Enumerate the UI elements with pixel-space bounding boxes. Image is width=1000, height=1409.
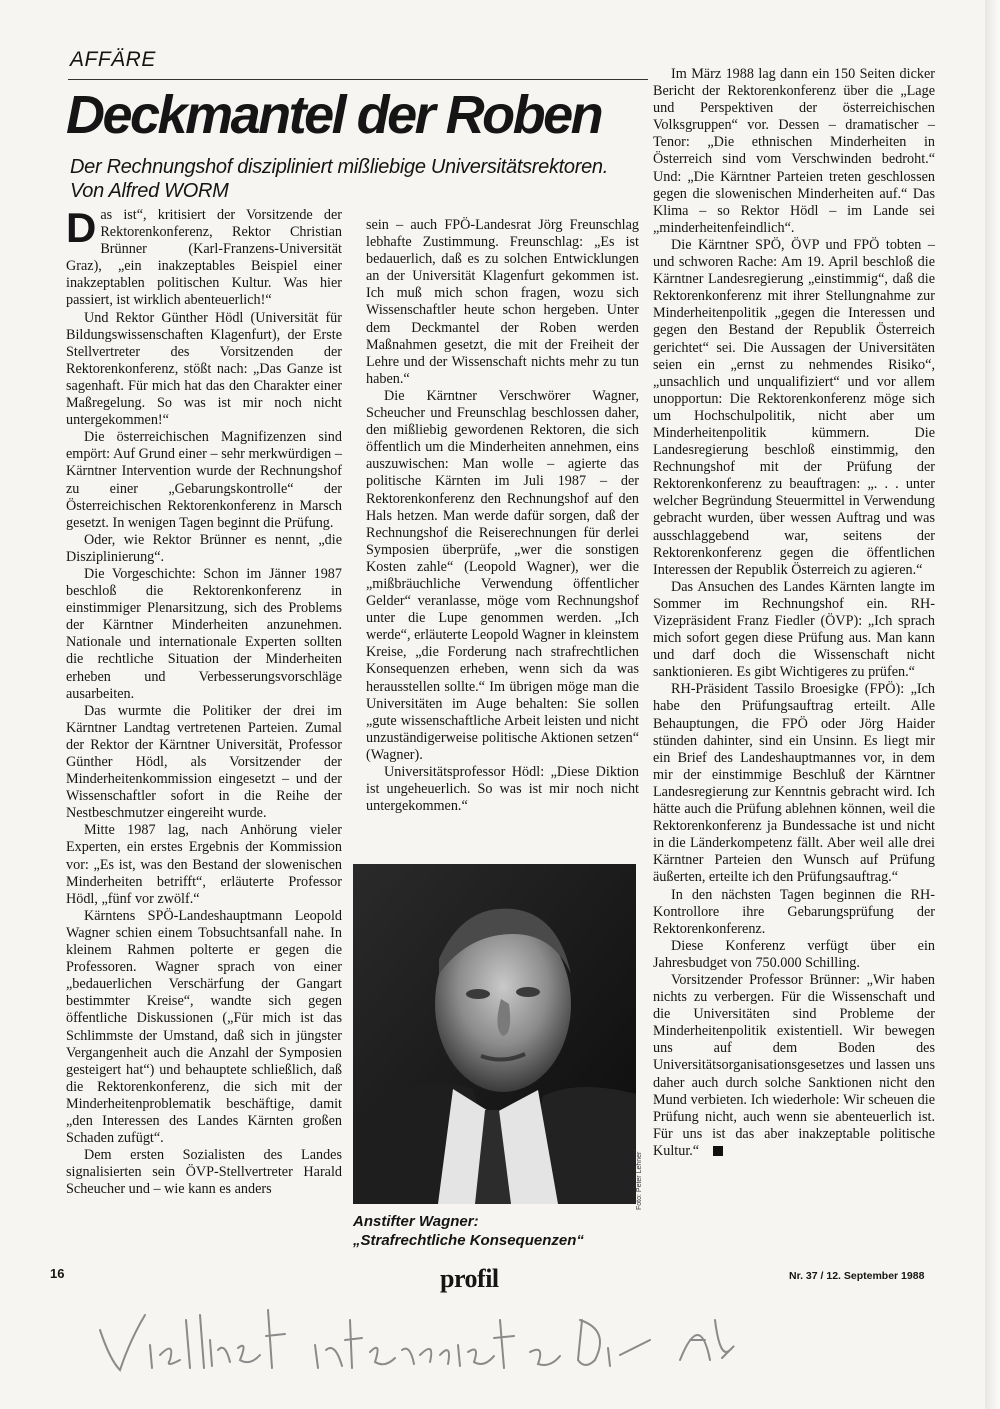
subheadline — [70, 155, 650, 203]
paragraph-text: as ist“, kritisiert der Vorsitzende der Rektorenkonferenz, Rektor Christian Brünner (Karl-Franzens-Universität Graz), „ein inakzeptables Beispiel einer inakzeptablen politischen Kultur. Was hier passiert, ist wirklich abenteuerlich!“ — [66, 207, 342, 309]
end-mark-icon — [713, 1146, 723, 1156]
article-column-1 — [66, 204, 342, 1198]
paragraph: RH-Präsident Tassilo Broesigke (FPÖ): „Ich habe den Prüfungsauftrag erteilt. Alle Behauptungen, die FPÖ oder Jörg Haider stünden dahinter, sind ein Unsinn. Es liegt mir ein Brief des Landeshauptmannes vor, in dem mir der einstimmige Beschluß der Kärntner Landesregierung zur Kenntnis gebracht wird. Ich hätte auch die Prüfung ablehnen können, weil die Rektorenkonferenz ja Bundessache ist und nicht in die Länderkompetenz fällt. Aber weil alle drei Kärntner Parteien den Wunsch auf Prüfung äußerten, erteilte ich den Prüfungsauftrag.“ — [653, 681, 935, 886]
paragraph: Im März 1988 lag dann ein 150 Seiten dicker Bericht der Rektorenkonferenz über die „Lage und Perspektiven der österreichischen Volksgruppen“ vor. Dessen – dramatischer – Tenor: „Die ethnischen Minderheiten in Österreich sind vom Verschwinden bedroht.“ Und: „Die Kärntner Parteien treten geschlossen gegen die slowenischen Minderheiten auf.“ Das Klima – so Rektor Hödl – im Lande sei „minderheitenfeindlich“. — [653, 66, 935, 236]
paragraph: Und Rektor Günther Hödl (Universität für Bildungswissenschaften Klagenfurt), der Erste Stellvertreter des Vorsitzenden der Rektorenkonferenz, stößt nach: „Das Ganze ist sagenhaft. Für mich hat das den Charakter einer Maßregelung. So was ist mir noch nicht untergekommen!“ — [66, 309, 342, 429]
headline: Deckmantel der Roben — [66, 85, 602, 145]
paragraph: Die österreichischen Magnifizenzen sind empört: Auf Grund einer – sehr merkwürdigen – Kärntner Intervention wurde der Rechnungshof zu einer „Gebarungskontrolle“ der Österreichischen Rektorenkonferenz in Marsch gesetzt. In wenigen Tagen beginnt die Prüfung. — [66, 429, 342, 531]
paragraph — [66, 204, 342, 310]
paragraph: Die Kärntner SPÖ, ÖVP und FPÖ tobten – und schworen Rache: Am 19. April beschloß die Kärntner Landesregierung „einstimmig“, daß die Rektorenkonferenz mit ihrer Stellungnahme zur Minderheitenpolitik „gegen die Interessen und gegen den Bestand der Republik Österreich gerichtet“ sei. Die Aussagen der Universitäten seien ein „ernst zu nehmendes Risiko“, „unsachlich und unqualifiziert“ und vor allem unopportun: Die Rektorenkonferenz möge sich um Hochschulpolitik, nicht aber um Minderheitenpolitik kümmern. Die Landesregierung beschloß einstimmig, den Rechnungshof mit der Prüfung der Rektorenkonferenz zu beauftragen: „. . . unter welcher Begründung Steuermittel in Verwendung gebracht wurden, über wessen Auftrag und was ausschlaggebend war, seitens der Rektorenkonferenz gegen die öffentlichen Interessen der Republik Österreich zu agieren.“ — [653, 236, 935, 578]
paragraph: Universitätsprofessor Hödl: „Diese Diktion ist ungeheuerlich. So was ist mir noch nicht untergekommen.“ — [366, 764, 639, 815]
paragraph: Das wurmte die Politiker der drei im Kärntner Landtag vertretenen Parteien. Zumal der Rektor der Kärntner Universität, Professor Günther Hödl, als Vorsitzender der Minderheitenkommission eingesetzt – und der Wissenschaftler sofort in die Reihe der Nestbeschmutzer eingereiht wurde. — [66, 702, 342, 822]
article-column-2 — [366, 217, 639, 815]
portrait-illustration — [353, 864, 636, 1204]
issue-info: Nr. 37 / 12. September 1988 — [789, 1270, 925, 1282]
caption-line: „Strafrechtliche Konsequenzen“ — [353, 1232, 584, 1249]
paragraph: Kärntens SPÖ-Landeshauptmann Leopold Wagner schien einem Tobsuchtsanfall nahe. In kleinem Rahmen polterte er gegen die Professoren. Wagner sprach von einer „bedauerlichen Verschärfung der Gangart bestimmter Kreise“, wandte sich gegen öffentliche Diskussionen („Für mich ist das Schlimmste der Umstand, daß sich in jüngster Vergangenheit auch die Anzahl der Symposien gesteigert hat“) und behauptete schließlich, daß die Rektorenkonferenz, die sich mit der Minderheitenproblematik beschäftige, damit „den Interessen des Landes Kärnten großen Schaden zufügt“. — [66, 907, 342, 1147]
paragraph-text: Vorsitzender Professor Brünner: „Wir haben nichts zu verbergen. Für die Wissenschaft und die Universitäten sind Probleme der Minderheitenpolitik existentiell. Wir bewegen uns auf dem Boden des Universitätsorganisationsgesetzes und lassen uns daher auch durch solche Sanktionen nicht den Mund verbieten. Ich wiederhole: Wir scheuen die Prüfung nicht, auch wenn sie abenteuerlich ist. Für uns ist das aber inakzeptable politische Kultur.“ — [653, 971, 935, 1159]
paragraph: In den nächsten Tagen beginnen die RH-Kontrollore ihre Gebarungsprüfung der Rektorenkonferenz. — [653, 886, 935, 937]
paragraph: Die Kärntner Verschwörer Wagner, Scheucher und Freunschlag beschlossen daher, den mißliebig gewordenen Rektoren, die sich öffentlich um die Minderheiten annehmen, eins auszuwischen: Man wolle – agierte das politische Kärnten im Juli 1987 – der Rektorenkonferenz den Rechnungshof auf den Hals hetzen. Man werde dafür sorgen, daß der Rechnungshof die Reiserechnungen für derlei Symposien überprüfe, „wer die sonstigen Kosten zahle“ (Leopold Wagner), wer die „mißbräuchliche Verwendung öffentlicher Gelder“ veranlasse, möge vom Rechnungshof unter die Lupe genommen werden. „Ich werde“, erläuterte Leopold Wagner in kleinstem Kreise, „die Forderung nach strafrechtlichen Konsequenzen erheben, wenn sich da was herausstellen sollte.“ Im übrigen möge man die Universitäten im Auge behalten: Sie sollen „gute wissenschaftliche Arbeit leisten und nicht unzuständigerweise politische Aktionen setzen“ (Wagner). — [366, 387, 639, 763]
paragraph: Das Ansuchen des Landes Kärnten langte im Sommer im Rechnungshof ein. RH-Vizepräsident Franz Fiedler (ÖVP): „Ich sprach mich sofort gegen diese Prüfung aus. Man kann und darf doch die Wissenschaft nicht sanktionieren. Es gibt Wichtigeres zu prüfen.“ — [653, 578, 935, 681]
photo-caption — [353, 1212, 653, 1250]
paragraph — [653, 972, 935, 1160]
paragraph: Oder, wie Rektor Brünner es nennt, „die Disziplinierung“. — [66, 531, 342, 565]
portrait-photo — [353, 864, 636, 1204]
paragraph: Dem ersten Sozialisten des Landes signalisierten sein ÖVP-Stellvertreter Harald Scheucher und – wie kann es anders — [66, 1147, 342, 1198]
rubric: AFFÄRE — [70, 48, 156, 71]
caption-line: Anstifter Wagner: — [353, 1213, 479, 1230]
paragraph: sein – auch FPÖ-Landesrat Jörg Freunschlag lebhafte Zustimmung. Freunschlag: „Es ist bedauerlich, daß es zu solchen Entwicklungen an der Universität Klagenfurt gekommen ist. Ich muß mich schon fragen, wozu sich Wissenschaftler heute schon hergeben. Unter dem Deckmantel der Roben werden Maßnahmen gesetzt, die mit der Freiheit der Lehre und der Wissenschaft nichts mehr zu tun haben.“ — [366, 217, 639, 387]
article-column-3 — [653, 66, 935, 1160]
drop-cap: D — [66, 204, 97, 251]
paragraph: Diese Konferenz verfügt über ein Jahresbudget von 750.000 Schilling. — [653, 937, 935, 971]
magazine-logo: profil — [440, 1264, 499, 1293]
subheadline-line: Der Rechnungshof diszipliniert mißliebige Universitätsrektoren. — [70, 156, 609, 178]
paragraph: Mitte 1987 lag, nach Anhörung vieler Experten, ein erstes Ergebnis der Kommission vor: „Es ist, was den Bestand der slowenischen Minderheiten betrifft“, erläuterte Professor Hödl, „fünf vor zwölf.“ — [66, 822, 342, 907]
author-line: Von Alfred WORM — [70, 180, 229, 202]
page-edge — [985, 0, 1000, 1409]
paragraph: Die Vorgeschichte: Schon im Jänner 1987 beschloß die Rektorenkonferenz in einstimmiger Plenarsitzung, sich des Problems der Kärntner Minderheiten anzunehmen. Nationale und internationale Experten sollten die rechtliche Situation der Minderheiten erheben und Verbesserungsvorschläge ausarbeiten. — [66, 565, 342, 702]
header-rule — [68, 79, 648, 80]
photo-credit: Foto: Peter Lehner — [636, 1151, 643, 1210]
page-number: 16 — [50, 1266, 65, 1281]
handwritten-note — [90, 1300, 790, 1380]
